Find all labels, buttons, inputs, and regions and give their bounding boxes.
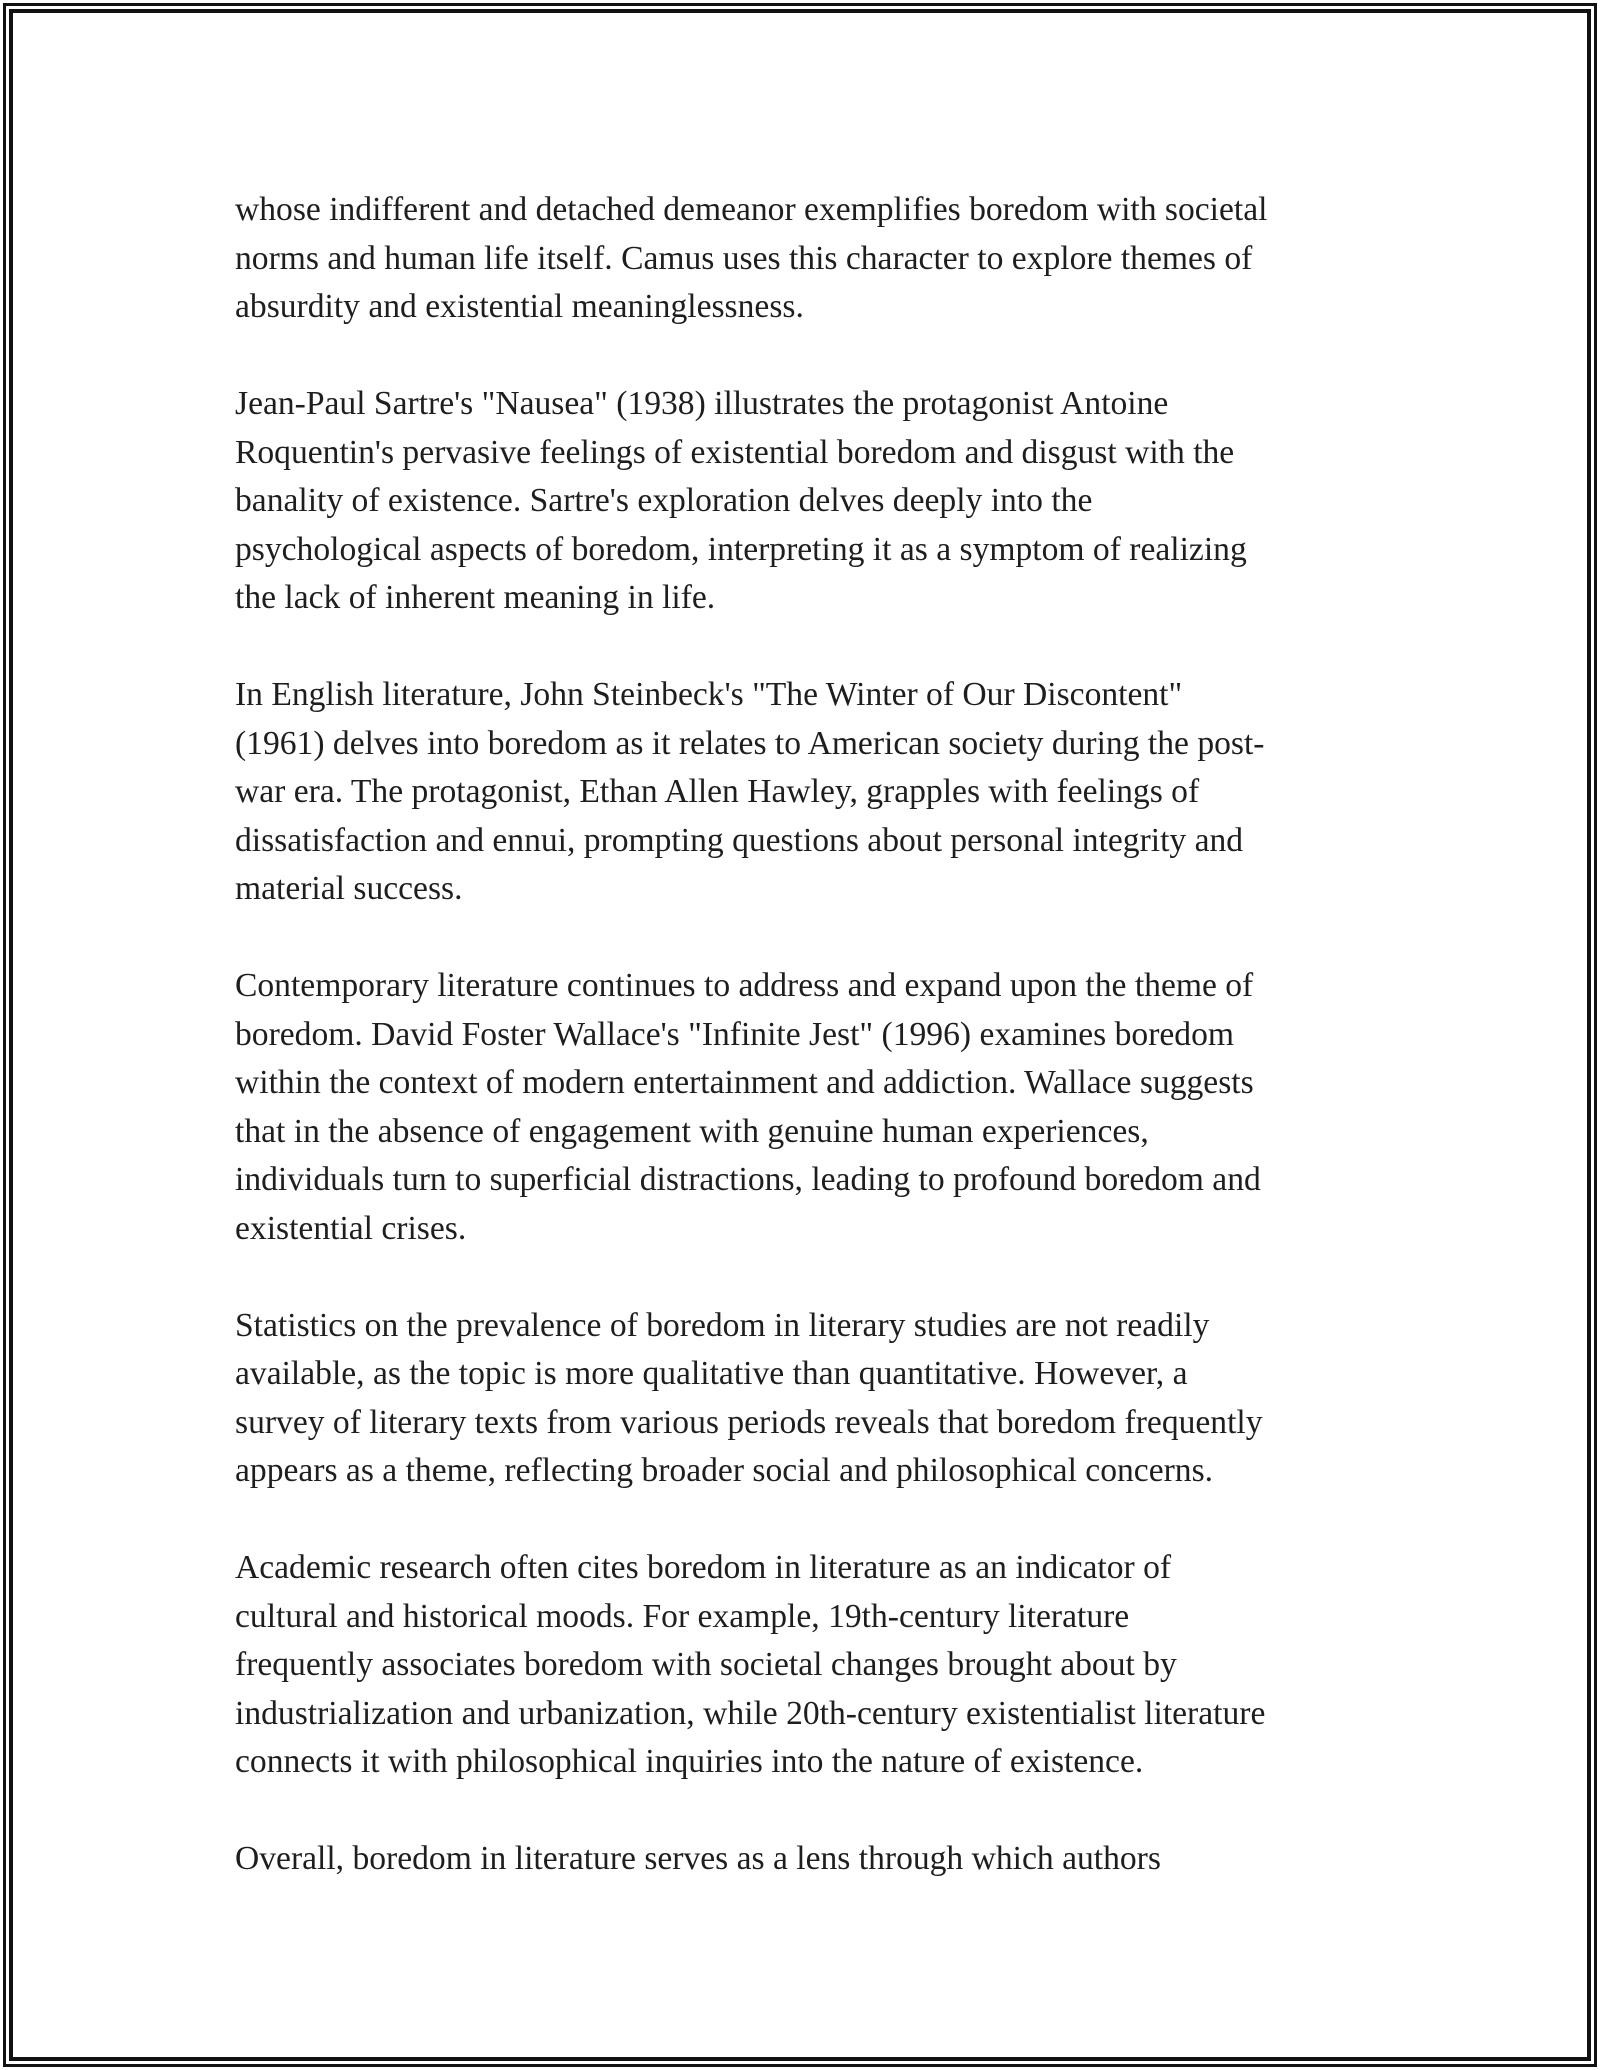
- paragraph-contemporary-literature: Contemporary literature continues to address and expand upon the theme of boredom. David Foster Wallace's "Infinite Jest" (1996) examines boredom within the context of modern entertainment and addiction. Wallace suggests that in the absence of engagement with genuine human experiences, individuals turn to superficial distractions, leading to profound boredom and existential crises.: [235, 967, 1261, 1247]
- paragraph-statistics: Statistics on the prevalence of boredom in literary studies are not readily available, as the topic is more qualitative than quantitative. However, a survey of literary texts from various periods reveals that boredom frequently appears as a theme, reflecting broader social and philosophical concerns.: [235, 1306, 1263, 1489]
- paragraph-steinbeck: In English literature, John Steinbeck's "The Winter of Our Discontent" (1961) delves into boredom as it relates to American society during the post- war era. The protagonist, Ethan Allen Hawley, grapples with feelings of dissatisfaction and ennui, prompting questions about personal integrity and material success.: [235, 676, 1265, 907]
- paragraph-academic-research: Academic research often cites boredom in literature as an indicator of cultural and historical moods. For example, 19th-century literature frequently associates boredom with societal changes brought about by industrialization and urbanization, while 20th-century existentialist literature connects it with philosophical inquiries into the nature of existence.: [235, 1549, 1266, 1780]
- document-body: [235, 186, 1375, 1932]
- paragraph-overall: Overall, boredom in literature serves as a lens through which authors: [235, 1840, 1161, 1877]
- paragraph-camus-continuation: whose indifferent and detached demeanor exemplifies boredom with societal norms and human life itself. Camus uses this character to explore themes of absurdity and existential meaninglessness.: [235, 191, 1268, 325]
- paragraph-sartre-nausea: Jean-Paul Sartre's "Nausea" (1938) illustrates the protagonist Antoine Roquentin's pervasive feelings of existential boredom and disgust with the banality of existence. Sartre's exploration delves deeply into the psychological aspects of boredom, interpreting it as a symptom of realizing the lack of inherent meaning in life.: [235, 385, 1247, 616]
